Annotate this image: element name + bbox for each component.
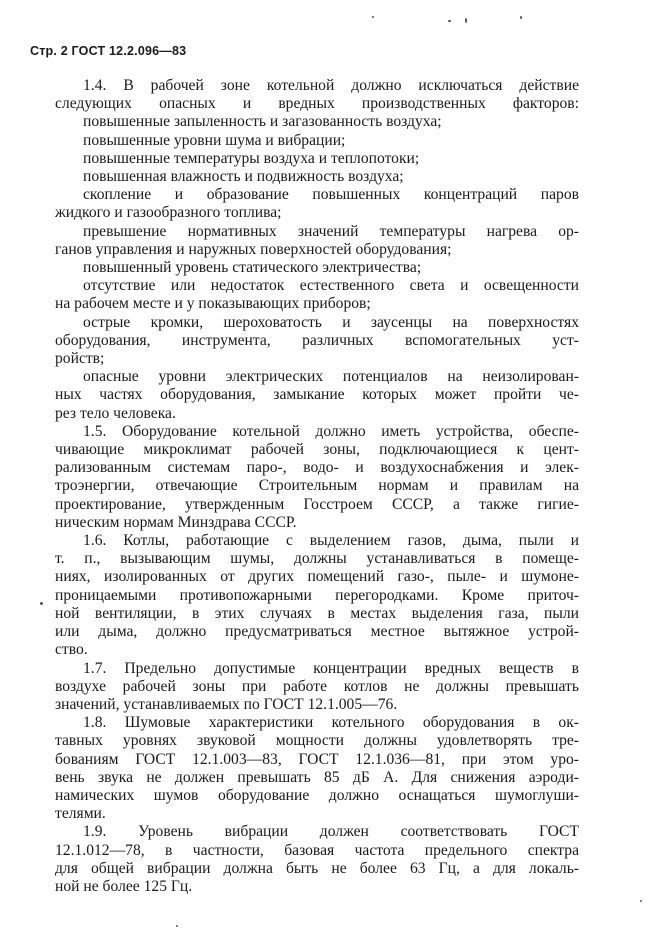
text-line: 1.5. Оборудование котельной должно иметь устройства, обеспе-	[83, 422, 579, 440]
text-line: ниях, изолированных от других помещений газо-, пыле- и шумоне-	[55, 568, 579, 586]
text-line: оборудования, инструмента, различных вспомогательных уст-	[55, 331, 579, 349]
text-line: ническим нормам Минздрава СССР.	[55, 513, 297, 531]
text-line: повышенная влажность и подвижность воздуха;	[83, 168, 404, 186]
text-line: 1.9. Уровень вибрации должен соответствовать ГОСТ	[83, 823, 579, 841]
text-line: рез тело человека.	[55, 404, 176, 422]
text-line: проницаемыми противопожарными перегородками. Кроме приточ-	[55, 586, 579, 604]
text-line: ройств;	[55, 350, 105, 368]
text-line: тавных уровнях звуковой мощности должны удовлетворять тре-	[55, 732, 579, 750]
scan-speck	[520, 16, 522, 19]
text-line: рализованным системам паро-, водо- и воздухоснабжения и элек-	[55, 459, 579, 477]
text-line: значений, устанавливаемых по ГОСТ 12.1.005—76.	[55, 695, 398, 713]
scan-speck	[465, 18, 467, 23]
text-line: 12.1.012—78, в частности, базовая частота предельного спектра	[55, 841, 579, 859]
text-line: острые кромки, шероховатость и заусенцы на поверхностях	[83, 313, 579, 331]
scan-speck	[640, 900, 642, 902]
text-line: для общей вибрации должна быть не более 63 Гц, а для локаль-	[55, 859, 579, 877]
text-line: 1.4. В рабочей зоне котельной должно исключаться действие	[83, 77, 579, 94]
text-line: повышенный уровень статического электричества;	[83, 259, 422, 277]
text-line: опасные уровни электрических потенциалов на неизолирован-	[83, 368, 579, 386]
text-line: или дыма, должно предусматриваться местное вытяжное устрой-	[55, 623, 579, 641]
text-line: ной вентиляции, в этих случаях в местах выделения газа, пыли	[55, 604, 579, 622]
text-line: троэнергии, отвечающие Строительным нормам и правилам на	[55, 477, 579, 495]
text-line: скопление и образование повышенных концентраций паров	[83, 186, 579, 204]
scan-speck	[176, 925, 178, 927]
scan-speck	[448, 20, 451, 22]
text-line: 1.6. Котлы, работающие с выделением газов, дыма, пыли и	[83, 532, 579, 550]
text-line: повышенные запыленность и загазованность воздуха;	[83, 113, 442, 131]
text-line: повышенные температуры воздуха и теплопотоки;	[83, 149, 420, 167]
text-line: телями.	[55, 805, 106, 823]
text-line: отсутствие или недостаток естественного света и освещенности	[83, 277, 579, 295]
text-line: 1.7. Предельно допустимые концентрации вредных веществ в	[83, 659, 579, 677]
scan-speck	[40, 602, 43, 605]
text-line: 1.8. Шумовые характеристики котельного оборудования в ок-	[83, 714, 579, 732]
document-body	[55, 77, 579, 896]
text-line: проектирование, утвержденным Госстроем СССР, а также гигие-	[55, 495, 579, 513]
scan-speck	[372, 16, 374, 18]
text-line: бованиям ГОСТ 12.1.003—83, ГОСТ 12.1.036—81, при этом уро-	[55, 750, 579, 768]
text-line: жидкого и газообразного топлива;	[55, 204, 282, 222]
text-line: воздухе рабочей зоны при работе котлов не должны превышать	[55, 677, 579, 695]
text-line: ганов управления и наружных поверхностей оборудования;	[55, 240, 452, 258]
text-line: на рабочем месте и у показывающих приборов;	[55, 295, 371, 313]
text-line: т. п., вызывающим шумы, должны устанавливаться в помеще-	[55, 550, 579, 568]
text-line: намических шумов оборудование должно оснащаться шумоглуши-	[55, 786, 579, 804]
text-line: ство.	[55, 641, 88, 659]
text-line: превышение нормативных значений температуры нагрева ор-	[83, 222, 579, 240]
page-header: Стр. 2 ГОСТ 12.2.096—83	[30, 44, 187, 58]
text-line: повышенные уровни шума и вибрации;	[83, 131, 346, 149]
text-line: чивающие микроклимат рабочей зоны, подключающиеся к цент-	[55, 441, 579, 459]
text-line: следующих опасных и вредных производственных факторов:	[55, 95, 579, 113]
text-line: вень звука не должен превышать 85 дБ А. Для снижения аэроди-	[55, 768, 579, 786]
text-line: ной не более 125 Гц.	[55, 877, 193, 895]
text-line: ных частях оборудования, замыкание которых может пройти че-	[55, 386, 579, 404]
